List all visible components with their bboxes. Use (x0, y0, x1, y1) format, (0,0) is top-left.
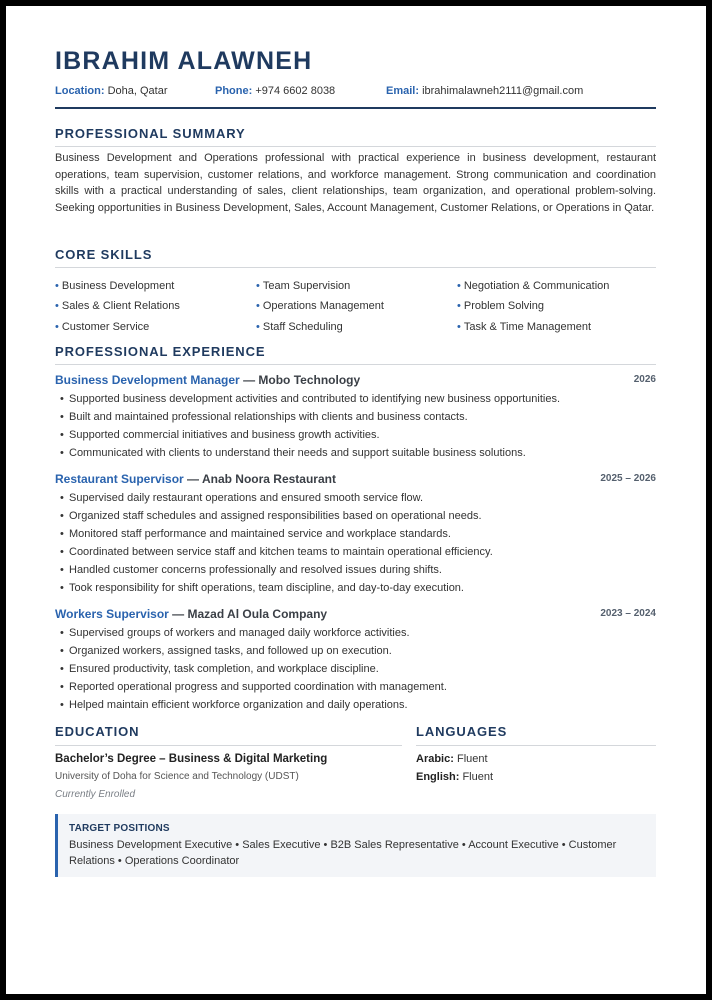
job-company: — Mazad Al Oula Company (168, 607, 328, 621)
bullet-dot: • (55, 280, 59, 292)
email-label: Email: (386, 85, 420, 97)
header-divider (55, 107, 656, 109)
contact-email (386, 83, 583, 99)
job-company: — Anab Noora Restaurant (183, 472, 336, 486)
list-item: • Helped maintain efficient workforce organization and daily operations. (55, 696, 656, 714)
skill-item (256, 299, 384, 313)
skill-item (55, 320, 149, 334)
language-item (416, 771, 493, 783)
languages-divider (416, 745, 656, 746)
list-item: • Coordinated between service staff and kitchen teams to maintain operational efficiency. (55, 543, 656, 561)
job-dates: 2025 – 2026 (600, 473, 656, 484)
skills-divider (55, 267, 656, 268)
skill-label: Negotiation & Communication (463, 280, 610, 292)
location-label: Location: (55, 85, 105, 97)
bullet-dot: • (457, 300, 461, 312)
skill-item (457, 299, 544, 313)
contact-phone (215, 83, 335, 99)
list-item: • Supported commercial initiatives and business growth activities. (55, 426, 656, 444)
skill-label: Team Supervision (262, 280, 351, 292)
languages-heading: LANGUAGES (416, 724, 508, 739)
bullet-dot: • (55, 321, 59, 333)
bullet-dot: • (256, 321, 260, 333)
list-item: • Monitored staff performance and maintained service and workplace standards. (55, 525, 656, 543)
candidate-name: IBRAHIM ALAWNEH (55, 47, 313, 75)
contact-location (55, 83, 167, 99)
job-title: Business Development Manager (55, 373, 240, 387)
target-positions-heading: TARGET POSITIONS (69, 823, 170, 834)
list-item: • Communicated with clients to understand their needs and support suitable business solutions. (55, 444, 656, 462)
language-level: Fluent (462, 771, 494, 783)
list-item: • Reported operational progress and supported coordination with management. (55, 678, 656, 696)
skill-item (256, 320, 343, 334)
list-item: • Ensured productivity, task completion, and workplace discipline. (55, 660, 656, 678)
list-item: • Supervised groups of workers and managed daily workforce activities. (55, 624, 656, 642)
phone-value: +974 6602 8038 (255, 85, 336, 97)
job-bullets (55, 390, 656, 462)
job-dates: 2023 – 2024 (600, 608, 656, 619)
bullet-dot: • (55, 300, 59, 312)
skill-label: Staff Scheduling (262, 321, 343, 333)
bullet-dot: • (457, 280, 461, 292)
job-company: — Mobo Technology (239, 373, 361, 387)
list-item: • Organized workers, assigned tasks, and followed up on execution. (55, 642, 656, 660)
list-item: • Built and maintained professional relationships with clients and business contacts. (55, 408, 656, 426)
skill-label: Business Development (61, 280, 175, 292)
skill-label: Problem Solving (463, 300, 544, 312)
job-bullets (55, 489, 656, 597)
target-positions-box (55, 814, 656, 877)
education-divider (55, 745, 402, 746)
summary-heading: PROFESSIONAL SUMMARY (55, 126, 246, 141)
phone-label: Phone: (215, 85, 253, 97)
job-title: Workers Supervisor (55, 607, 169, 621)
skills-grid (55, 274, 656, 344)
skill-item (256, 279, 350, 293)
list-item: • Organized staff schedules and assigned responsibilities based on operational needs. (55, 507, 656, 525)
job-header (55, 372, 656, 388)
language-name: English: (416, 771, 460, 783)
job-title: Restaurant Supervisor (55, 472, 184, 486)
job-bullets (55, 624, 656, 714)
language-name: Arabic: (416, 753, 454, 765)
skills-heading: CORE SKILLS (55, 247, 153, 262)
skill-label: Operations Management (262, 300, 384, 312)
skill-item (55, 299, 180, 313)
degree: Bachelor’s Degree – Business & Digital Marketing (55, 753, 328, 765)
location-value: Doha, Qatar (107, 85, 168, 97)
bullet-dot: • (457, 321, 461, 333)
list-item: • Supervised daily restaurant operations and ensured smooth service flow. (55, 489, 656, 507)
skill-label: Sales & Client Relations (61, 300, 180, 312)
bullet-dot: • (256, 280, 260, 292)
language-level: Fluent (456, 753, 488, 765)
school: University of Doha for Science and Technology (UDST) (55, 771, 299, 782)
summary-divider (55, 146, 656, 147)
target-positions-list: Business Development Executive • Sales Executive • B2B Sales Representative • Account Executive • Customer Relations • Operations Coordinator (69, 839, 617, 867)
job-dates: 2026 (633, 374, 656, 385)
contact-line (55, 83, 656, 99)
education-heading: EDUCATION (55, 724, 140, 739)
experience-heading: PROFESSIONAL EXPERIENCE (55, 344, 266, 359)
resume-page (6, 6, 706, 994)
skill-item (55, 279, 174, 293)
skill-label: Task & Time Management (463, 321, 592, 333)
list-item: • Took responsibility for shift operations, team discipline, and day-to-day execution. (55, 579, 656, 597)
list-item: • Handled customer concerns professionally and resolved issues during shifts. (55, 561, 656, 579)
enrollment-status: Currently Enrolled (55, 789, 136, 800)
language-item (416, 753, 488, 765)
job-header (55, 471, 656, 487)
job-header (55, 606, 656, 622)
experience-divider (55, 364, 656, 365)
bullet-dot: • (256, 300, 260, 312)
list-item: • Supported business development activities and contributed to identifying new business opportunities. (55, 390, 656, 408)
summary-text: Business Development and Operations professional with practical experience in business development, restaurant operations, team supervision, customer relations, and workforce management. Strong communication and coordination skills with a practical understanding of sales, client relationships, team organization, and operational problem-solving. Seeking opportunities in Business Development, Sales, Account Management, Customer Relations, or Operations in Qatar. (55, 152, 656, 214)
email-value[interactable]: ibrahimalawneh2111@gmail.com (422, 85, 584, 97)
skill-item (457, 320, 591, 334)
skill-label: Customer Service (61, 321, 150, 333)
skill-item (457, 279, 609, 293)
